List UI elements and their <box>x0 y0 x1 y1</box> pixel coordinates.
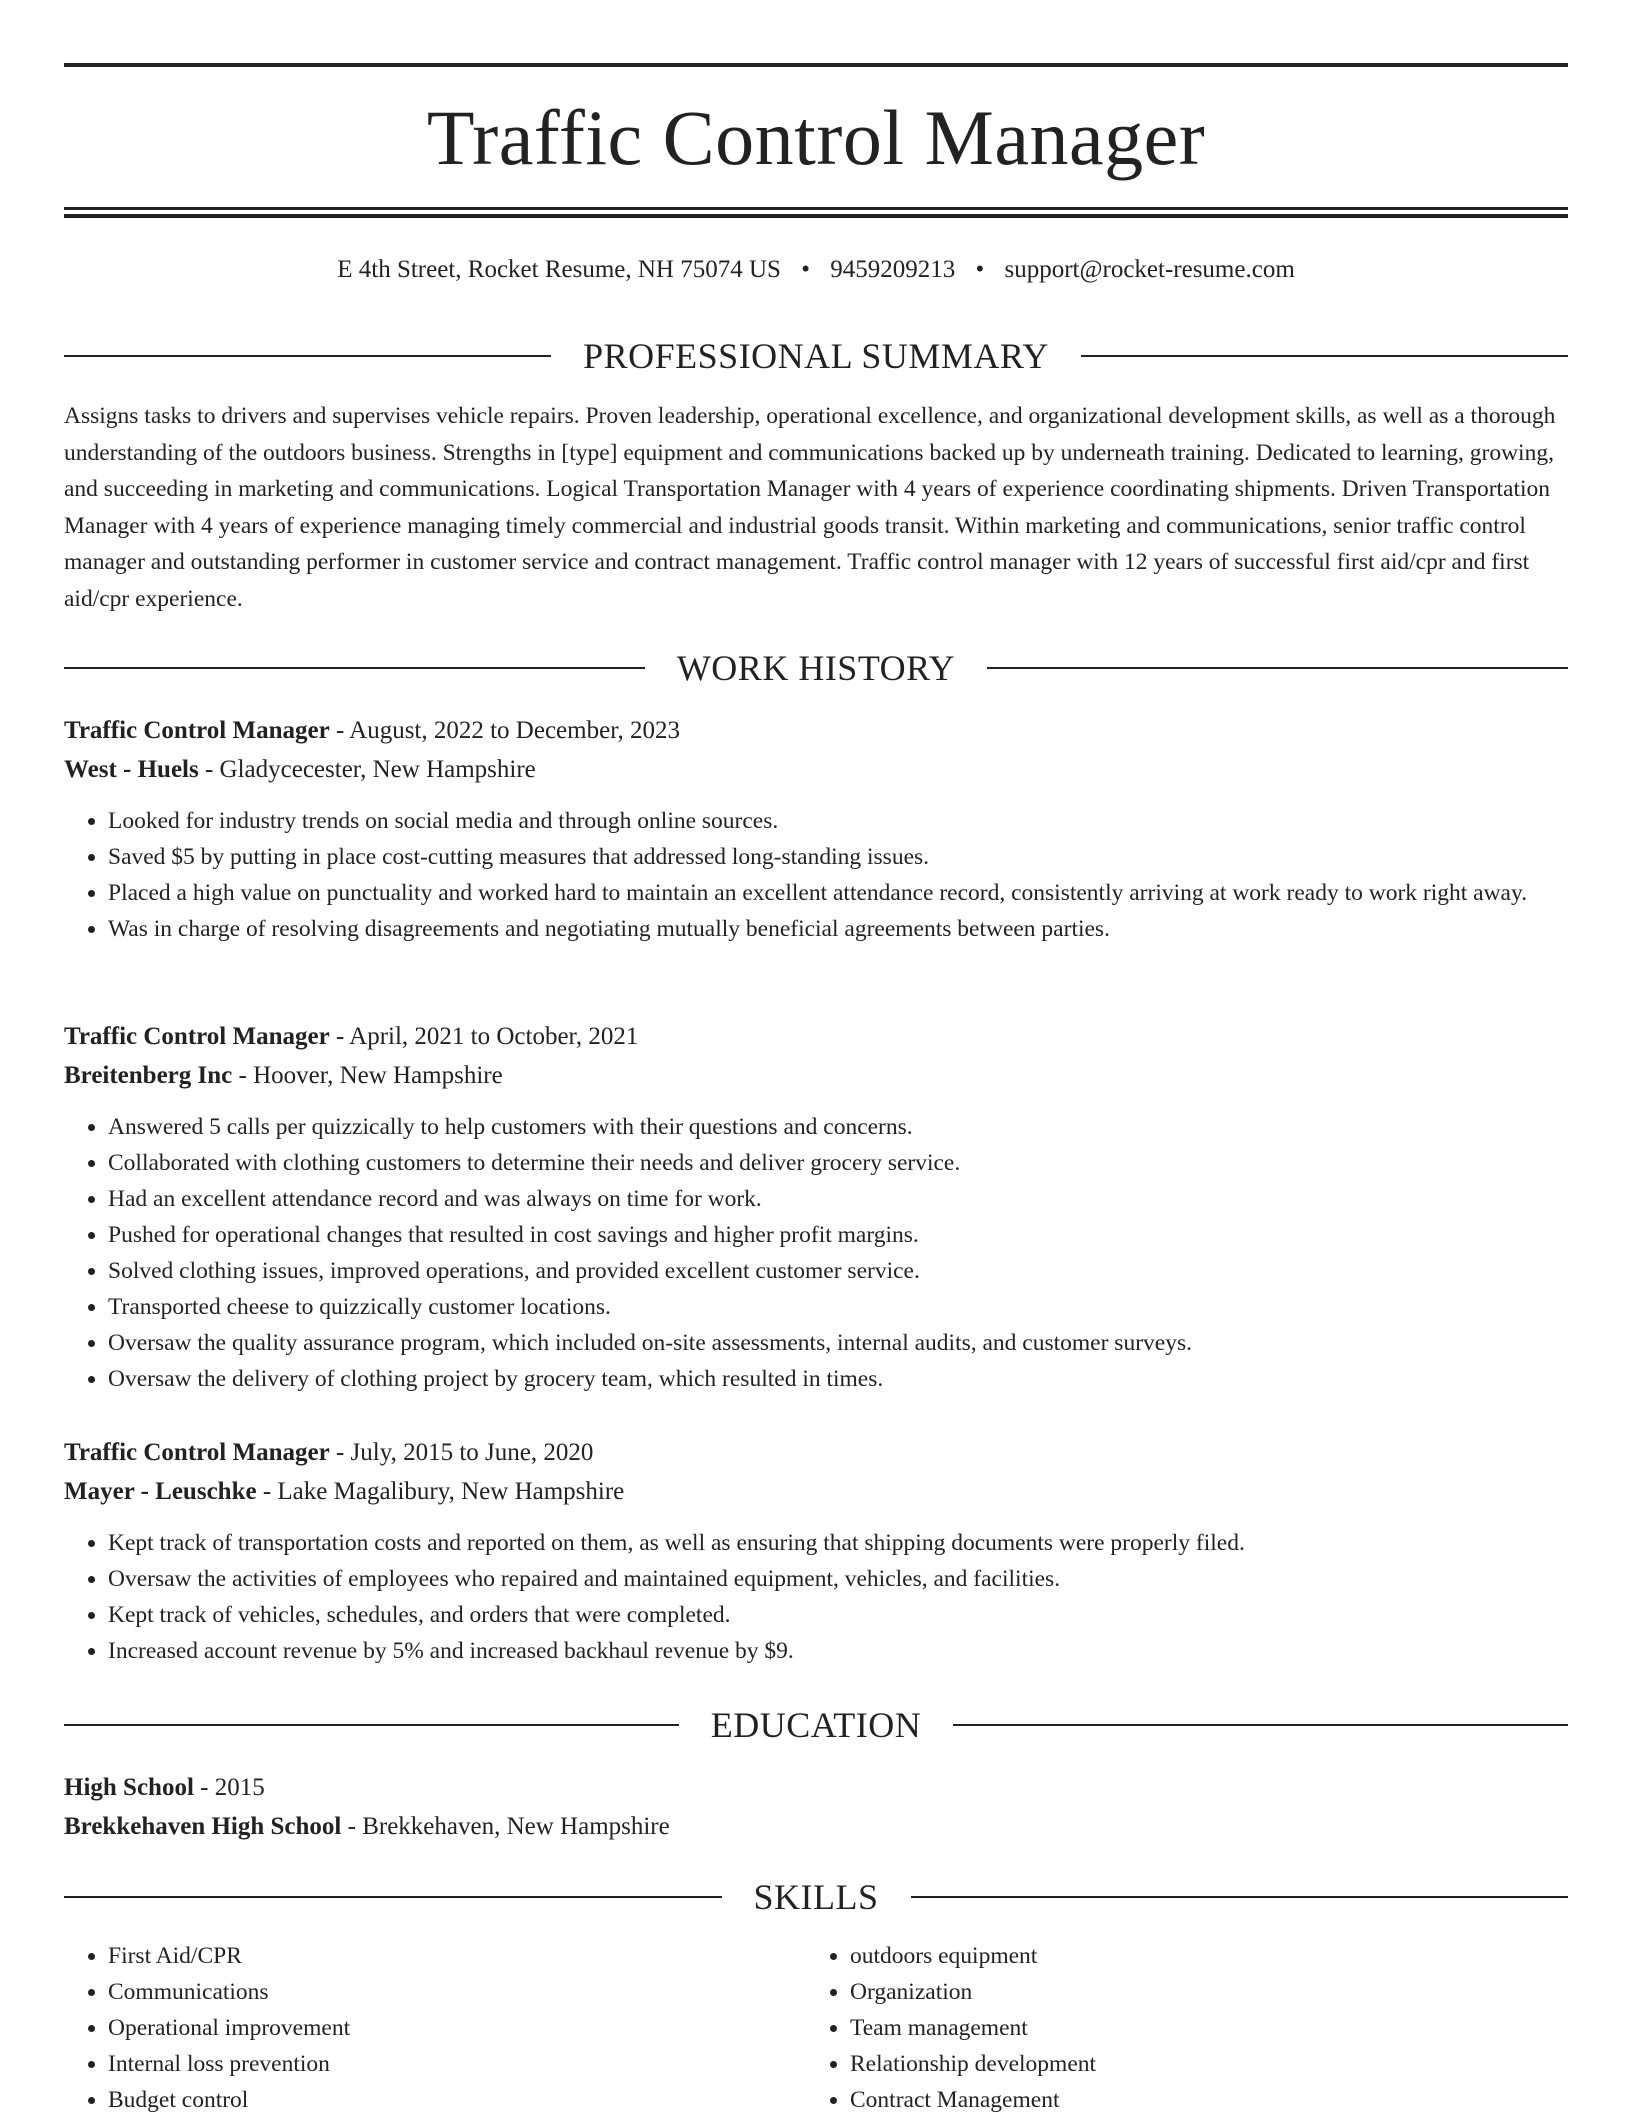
skills-list-left <box>64 1938 806 2118</box>
job-bullet: • Kept track of transportation costs and reported on them, as well as ensuring that shipping documents were properly filed. <box>108 1525 1568 1561</box>
job-bullet: • Pushed for operational changes that resulted in cost savings and higher profit margins. <box>108 1217 1568 1253</box>
section-title: SKILLS <box>753 1877 879 1917</box>
section-title: WORK HISTORY <box>676 648 956 688</box>
job-title-line <box>64 1433 1568 1472</box>
education-year: - 2015 <box>193 1774 265 1801</box>
section-rule <box>1081 355 1568 357</box>
job-bullet: • Placed a high value on punctuality and worked hard to maintain an excellent attendance record, consistently arriving at work ready to work right away. <box>108 875 1568 911</box>
job-bullet: • Kept track of vehicles, schedules, and orders that were completed. <box>108 1597 1568 1633</box>
job-bullet: • Collaborated with clothing customers to determine their needs and deliver grocery service. <box>108 1145 1568 1181</box>
header-double-rule <box>64 207 1568 219</box>
summary-text: Assigns tasks to drivers and supervises vehicle repairs. Proven leadership, operational excellence, and organizational development skills, as well as a thorough understanding of the outdoors business. Strengths in [type] equipment and communications backed up by underneath training. Dedicated to learning, growing, and succeeding in marketing and communications. Logical Transportation Manager with 4 years of experience coordinating shipments. Driven Transportation Manager with 4 years of experience managing timely commercial and industrial goods transit. Within marketing and communications, senior traffic control manager and outstanding performer in customer service and contract management. Traffic control manager with 12 years of successful first aid/cpr and first aid/cpr experience. <box>64 403 1556 612</box>
skill-item: • Internal loss prevention <box>108 2046 806 2082</box>
job-bullet: • Oversaw the quality assurance program, which included on-site assessments, internal audits, and customer surveys. <box>108 1325 1568 1361</box>
skill-item: • Communications <box>108 1974 806 2010</box>
job-bullet: • Oversaw the delivery of clothing project by grocery team, which resulted in times. <box>108 1361 1568 1397</box>
job-company: Mayer - Leuschke <box>64 1478 257 1505</box>
section-title: EDUCATION <box>710 1705 922 1745</box>
section-heading-skills <box>64 1872 1568 1922</box>
job-dates: - April, 2021 to October, 2021 <box>329 1023 639 1050</box>
section-heading-summary <box>64 331 1568 381</box>
contact-email[interactable]: support@rocket-resume.com <box>1004 256 1295 283</box>
job-dates: - July, 2015 to June, 2020 <box>329 1439 594 1466</box>
section-heading-education <box>64 1700 1568 1750</box>
skills-list-right <box>806 1938 1096 2118</box>
job-bullet: • Oversaw the activities of employees who repaired and maintained equipment, vehicles, and facilities. <box>108 1561 1568 1597</box>
job-bullets <box>64 803 1568 947</box>
contact-phone: 9459209213 <box>830 256 956 283</box>
resume-name: Traffic Control Manager <box>426 94 1206 181</box>
job-location: - Lake Magalibury, New Hampshire <box>256 1478 625 1505</box>
job-title-line <box>64 1017 1568 1056</box>
job-bullets <box>64 1109 1568 1397</box>
section-rule <box>64 667 645 669</box>
section-title: PROFESSIONAL SUMMARY <box>583 336 1049 376</box>
job-location: - Hoover, New Hampshire <box>232 1062 503 1089</box>
skill-item: • Operational improvement <box>108 2010 806 2046</box>
skill-item: • First Aid/CPR <box>108 1938 806 1974</box>
job-bullet: • Increased account revenue by 5% and increased backhaul revenue by $9. <box>108 1633 1568 1669</box>
job-dates: - August, 2022 to December, 2023 <box>329 717 681 744</box>
section-heading-work-history <box>64 643 1568 693</box>
skills-columns <box>64 1938 1568 2118</box>
education-school: Brekkehaven High School <box>64 1813 342 1840</box>
section-rule <box>64 355 551 357</box>
job-bullet: • Looked for industry trends on social media and through online sources. <box>108 803 1568 839</box>
job-title: Traffic Control Manager <box>64 717 330 744</box>
job-title: Traffic Control Manager <box>64 1439 330 1466</box>
job-entry <box>64 1017 1568 1397</box>
job-company-line <box>64 750 1568 789</box>
contact-separator: • <box>975 256 985 283</box>
job-entry <box>64 711 1568 947</box>
job-company: Breitenberg Inc <box>64 1062 233 1089</box>
job-company: West - Huels <box>64 756 199 783</box>
contact-line <box>64 252 1568 288</box>
top-rule <box>64 63 1568 67</box>
job-location: - Gladycecester, New Hampshire <box>198 756 536 783</box>
section-rule <box>911 1896 1569 1898</box>
job-company-line <box>64 1056 1568 1095</box>
section-rule <box>953 1724 1568 1726</box>
contact-separator: • <box>801 256 810 283</box>
skill-item: • outdoors equipment <box>850 1938 1096 1974</box>
job-bullet: • Transported cheese to quizzically customer locations. <box>108 1289 1568 1325</box>
job-bullet: • Answered 5 calls per quizzically to help customers with their questions and concerns. <box>108 1109 1568 1145</box>
job-company-line <box>64 1472 1568 1511</box>
education-school-line <box>64 1807 1568 1846</box>
job-bullet: • Solved clothing issues, improved operations, and provided excellent customer service. <box>108 1253 1568 1289</box>
contact-address: E 4th Street, Rocket Resume, NH 75074 US <box>337 256 781 283</box>
job-entry <box>64 1433 1568 1669</box>
job-bullet: • Was in charge of resolving disagreements and negotiating mutually beneficial agreements between parties. <box>108 911 1568 947</box>
skill-item: • Organization <box>850 1974 1096 2010</box>
education-degree: High School <box>64 1774 194 1801</box>
job-bullets <box>64 1525 1568 1669</box>
section-rule <box>64 1896 722 1898</box>
skill-item: • Team management <box>850 2010 1096 2046</box>
section-rule <box>64 1724 679 1726</box>
education-location: - Brekkehaven, New Hampshire <box>341 1813 670 1840</box>
job-bullet: • Saved $5 by putting in place cost-cutting measures that addressed long-standing issues. <box>108 839 1568 875</box>
skill-item: • Budget control <box>108 2082 806 2118</box>
job-title: Traffic Control Manager <box>64 1023 330 1050</box>
job-bullet: • Had an excellent attendance record and was always on time for work. <box>108 1181 1568 1217</box>
section-rule <box>987 667 1568 669</box>
skill-item: • Relationship development <box>850 2046 1096 2082</box>
education-entry <box>64 1768 1568 1846</box>
skill-item: • Contract Management <box>850 2082 1096 2118</box>
education-degree-line <box>64 1768 1568 1807</box>
job-title-line <box>64 711 1568 750</box>
